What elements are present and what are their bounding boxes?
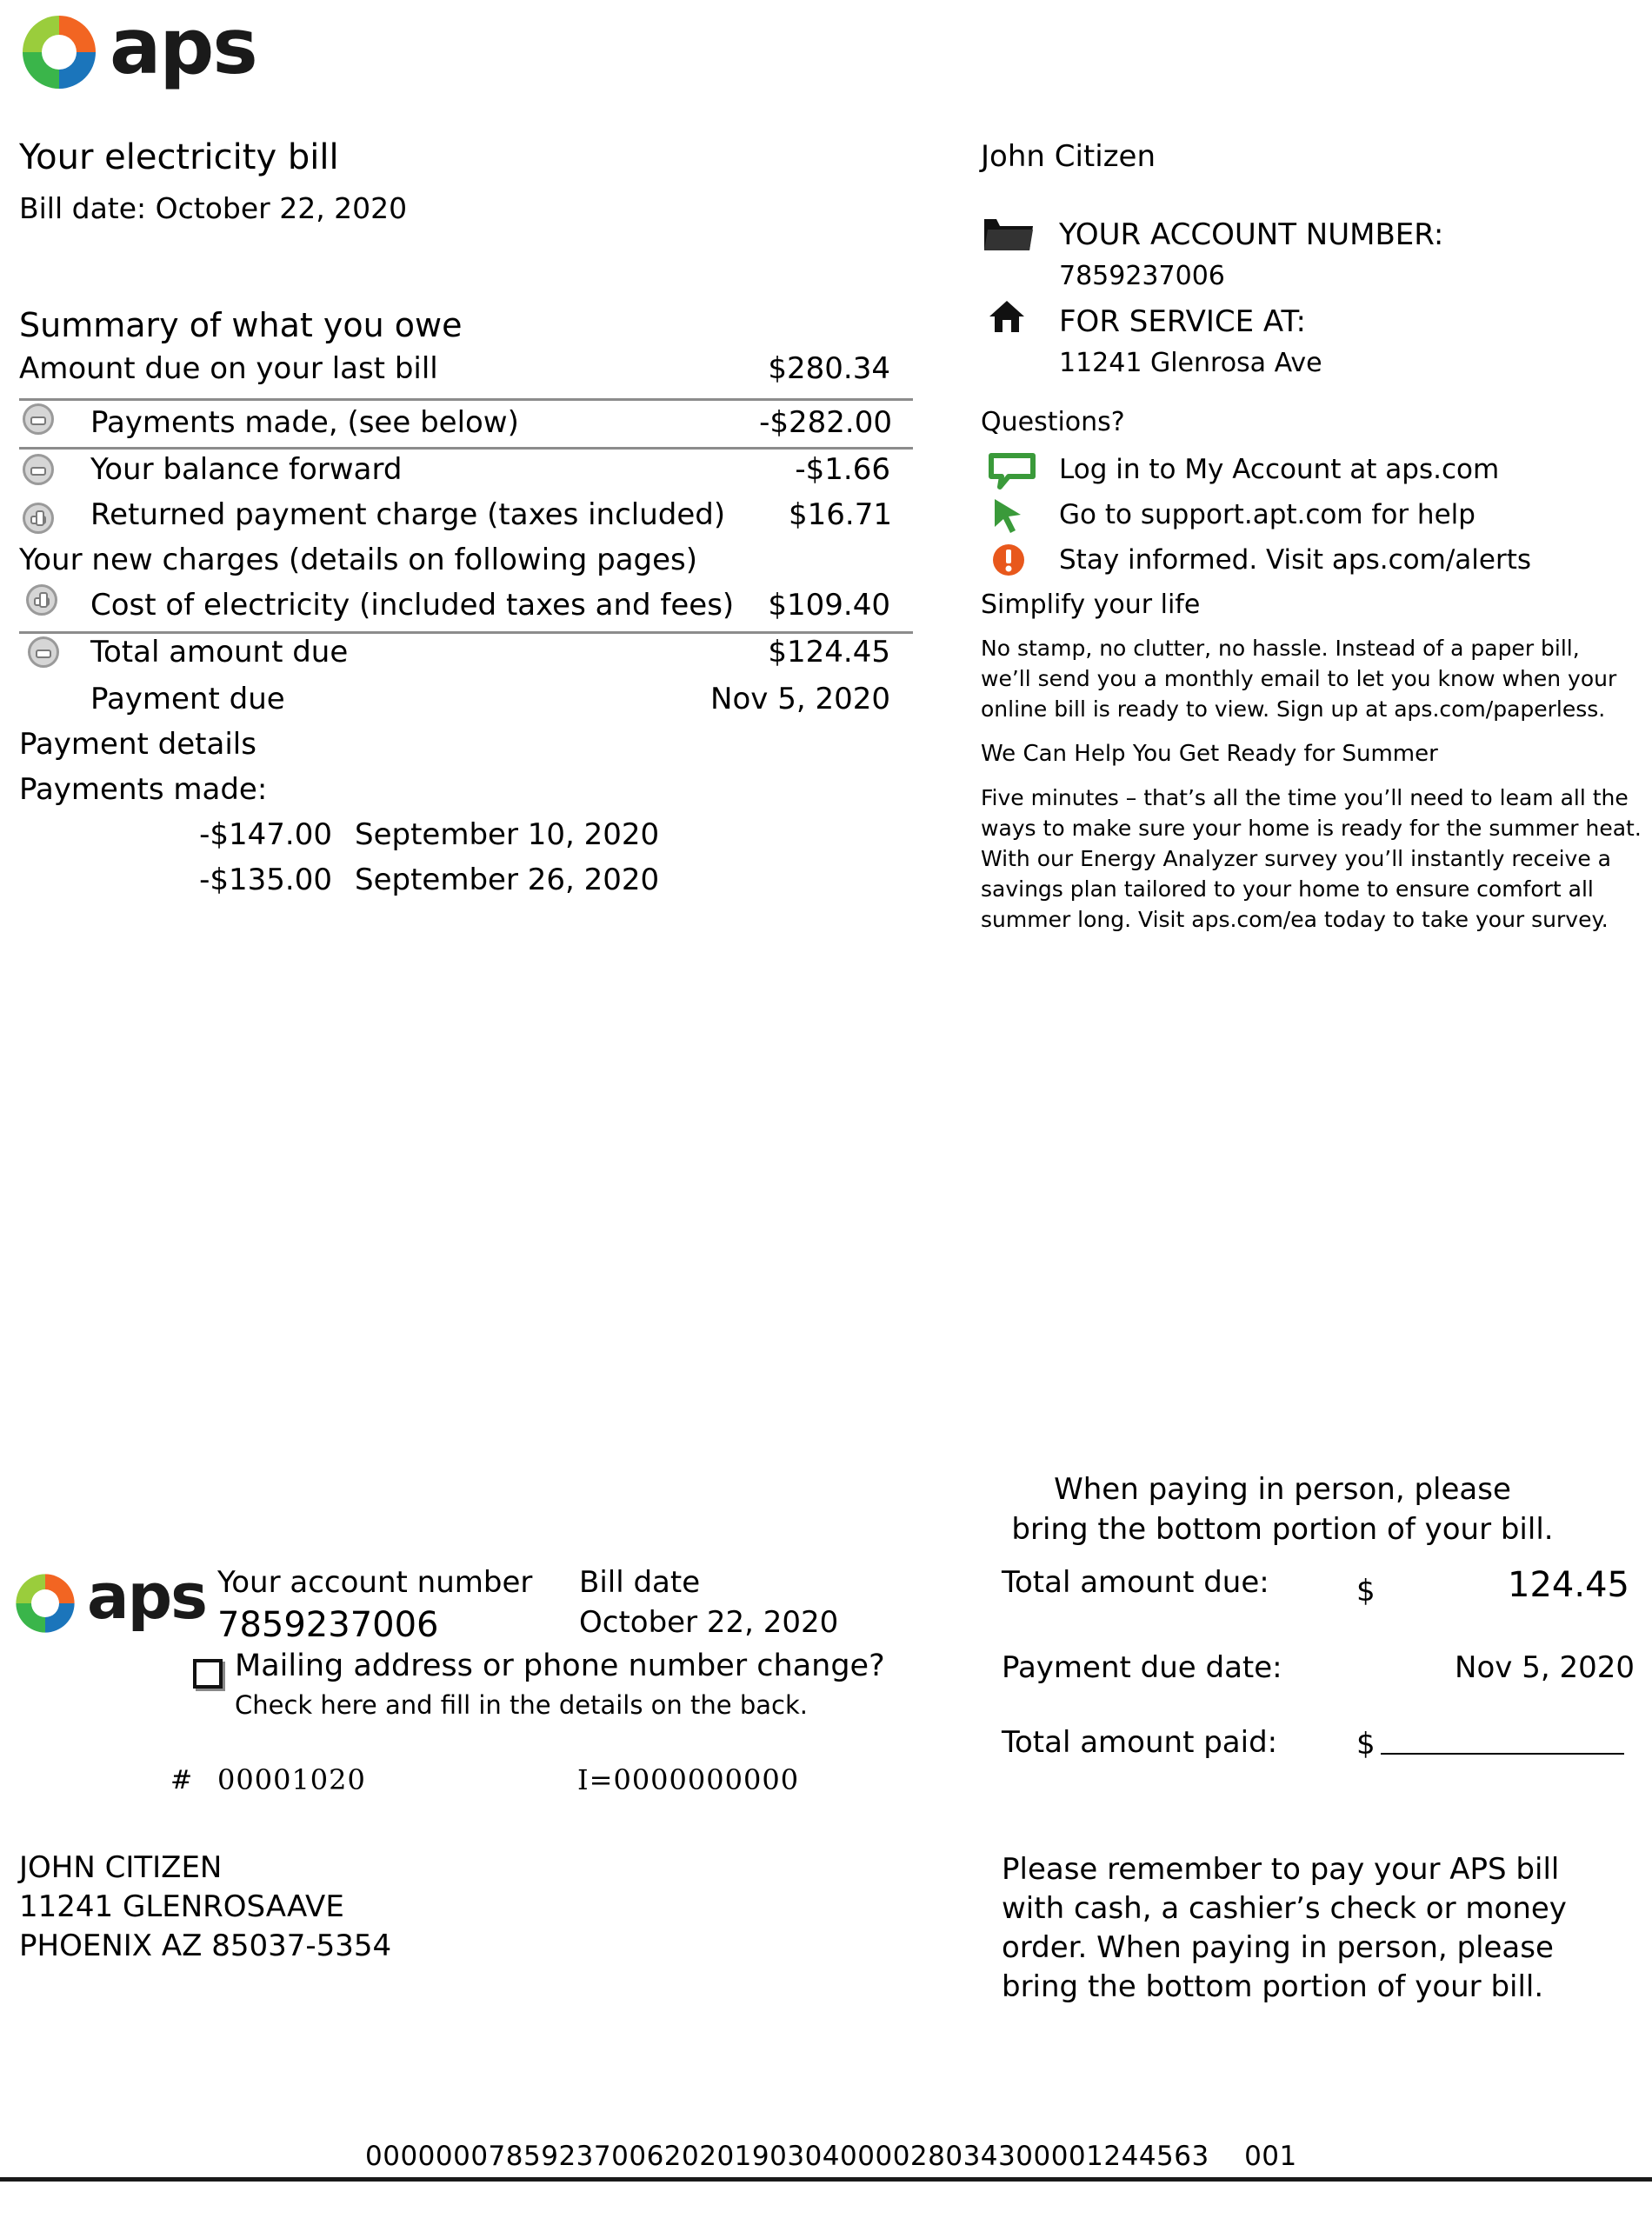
payment-date: September 10, 2020: [355, 817, 660, 852]
stub-total-due-label: Total amount due:: [1002, 1565, 1269, 1600]
address-change-checkbox[interactable]: [193, 1659, 223, 1689]
balance-label: Your balance forward: [90, 452, 403, 487]
aps-logo-mark-icon: [16, 9, 103, 96]
stub-account-label: Your account number: [217, 1565, 533, 1600]
aps-logo-mark-icon: [10, 1569, 80, 1638]
plus-icon: [26, 584, 57, 616]
returned-label: Returned payment charge (taxes included): [90, 497, 726, 532]
question-item-alerts[interactable]: Stay informed. Visit aps.com/alerts: [1059, 544, 1531, 576]
stub-due-date-label: Payment due date:: [1002, 1650, 1282, 1685]
folder-icon: [983, 212, 1035, 252]
payment-details-heading: Payment details: [19, 727, 256, 762]
i-code: I=0000000000: [577, 1763, 800, 1796]
total-label: Total amount due: [90, 635, 349, 669]
mail-street: 11241 GLENROSAAVE: [19, 1889, 344, 1924]
cost-amount: $109.40: [768, 588, 890, 623]
address-change-label: Mailing address or phone number change?: [235, 1649, 885, 1683]
minus-icon: [23, 403, 54, 435]
page-title: Your electricity bill: [19, 137, 339, 177]
cost-label: Cost of electricity (included taxes and fees): [90, 588, 735, 623]
alert-icon: [991, 543, 1026, 577]
bottom-rule: [0, 2177, 1652, 2182]
stub-bill-date: October 22, 2020: [579, 1605, 839, 1640]
mailing-address: [19, 1849, 391, 1966]
due-date: Nov 5, 2020: [710, 682, 890, 716]
last-bill-label: Amount due on your last bill: [19, 351, 438, 386]
divider: [19, 631, 913, 634]
house-icon: [988, 299, 1026, 334]
mail-name: JOHN CITIZEN: [19, 1850, 223, 1885]
payment-reminder: Please remember to pay your APS bill with cash, a cashier’s check or money order. When paying in person, please bring the bottom portion of your bill.: [1002, 1852, 1567, 2004]
simplify-body: No stamp, no clutter, no hassle. Instead of a paper bill, we’ll send you a monthly email to let you know when your online bill is ready to view. Sign up at aps.com/paperless.: [981, 636, 1617, 722]
question-item-login[interactable]: Log in to My Account at aps.com: [1059, 454, 1500, 485]
new-charges-label: Your new charges (details on following pages): [19, 543, 698, 577]
payments-amount: -$282.00: [759, 405, 892, 440]
aps-logo-text: aps: [87, 1560, 206, 1633]
question-item-support[interactable]: Go to support.apt.com for help: [1059, 499, 1475, 530]
stub-due-date: Nov 5, 2020: [1455, 1650, 1635, 1685]
last-bill-amount: $280.34: [768, 351, 890, 386]
payments-made-label: Payments made:: [19, 772, 268, 807]
aps-logo-text: aps: [110, 2, 256, 91]
stub-logo: [10, 1560, 206, 1643]
service-label: FOR SERVICE AT:: [1059, 304, 1307, 339]
payment-date: September 26, 2020: [355, 863, 660, 897]
reference-code: 00001020: [217, 1763, 366, 1796]
speech-bubble-icon: [988, 452, 1036, 490]
stub-paid-currency: $: [1356, 1727, 1376, 1762]
divider: [19, 398, 913, 401]
hash-symbol: #: [170, 1765, 193, 1795]
scanline: [365, 2141, 1297, 2172]
payments-label: Payments made, (see below): [90, 405, 519, 440]
service-address: 11241 Glenrosa Ave: [1059, 348, 1322, 378]
bill-date: Bill date: October 22, 2020: [19, 191, 408, 225]
in-person-line-2: bring the bottom portion of your bill.: [1011, 1512, 1554, 1547]
stub-bill-date-label: Bill date: [579, 1565, 701, 1600]
summer-body: Five minutes – that’s all the time you’ll need to leam all the ways to make sure your home is ready for the summer heat. With our Energy Analyzer survey you’ll instantly receive a savings plan tailored to your home to ensure comfort all summer long. Visit aps.com/ea today to take your survey.: [981, 785, 1642, 932]
account-number: 7859237006: [1059, 261, 1225, 291]
questions-heading: Questions?: [981, 407, 1125, 437]
customer-name: John Citizen: [981, 139, 1156, 174]
payment-amount: -$135.00: [199, 863, 332, 897]
aps-logo: [16, 2, 256, 96]
simplify-heading: Simplify your life: [981, 590, 1201, 620]
in-person-line-1: When paying in person, please: [1054, 1472, 1511, 1507]
minus-icon: [23, 454, 54, 485]
balance-amount: -$1.66: [795, 452, 890, 487]
divider: [19, 447, 913, 450]
address-change-hint: Check here and fill in the details on the back.: [235, 1690, 808, 1720]
returned-amount: $16.71: [789, 497, 892, 532]
stub-total-due: 124.45: [1508, 1565, 1629, 1605]
mail-city: PHOENIX AZ 85037-5354: [19, 1929, 392, 1963]
in-person-note: [956, 1469, 1609, 1549]
amount-paid-field[interactable]: [1381, 1753, 1624, 1755]
summer-heading: We Can Help You Get Ready for Summer: [981, 741, 1438, 767]
plus-icon: [23, 503, 54, 534]
stub-total-due-currency: $: [1356, 1574, 1376, 1609]
due-label: Payment due: [90, 682, 285, 716]
total-amount: $124.45: [768, 635, 890, 669]
stub-account-number: 7859237006: [217, 1605, 439, 1645]
cursor-icon: [991, 497, 1026, 536]
summary-heading: Summary of what you owe: [19, 306, 463, 344]
scanline-code: 000000078592370062020190304000028034300001244563: [365, 2141, 1209, 2172]
account-number-label: YOUR ACCOUNT NUMBER:: [1059, 217, 1444, 252]
scanline-suffix: 001: [1244, 2141, 1297, 2172]
stub-paid-label: Total amount paid:: [1002, 1725, 1278, 1760]
minus-icon: [28, 636, 59, 668]
payment-amount: -$147.00: [199, 817, 332, 852]
